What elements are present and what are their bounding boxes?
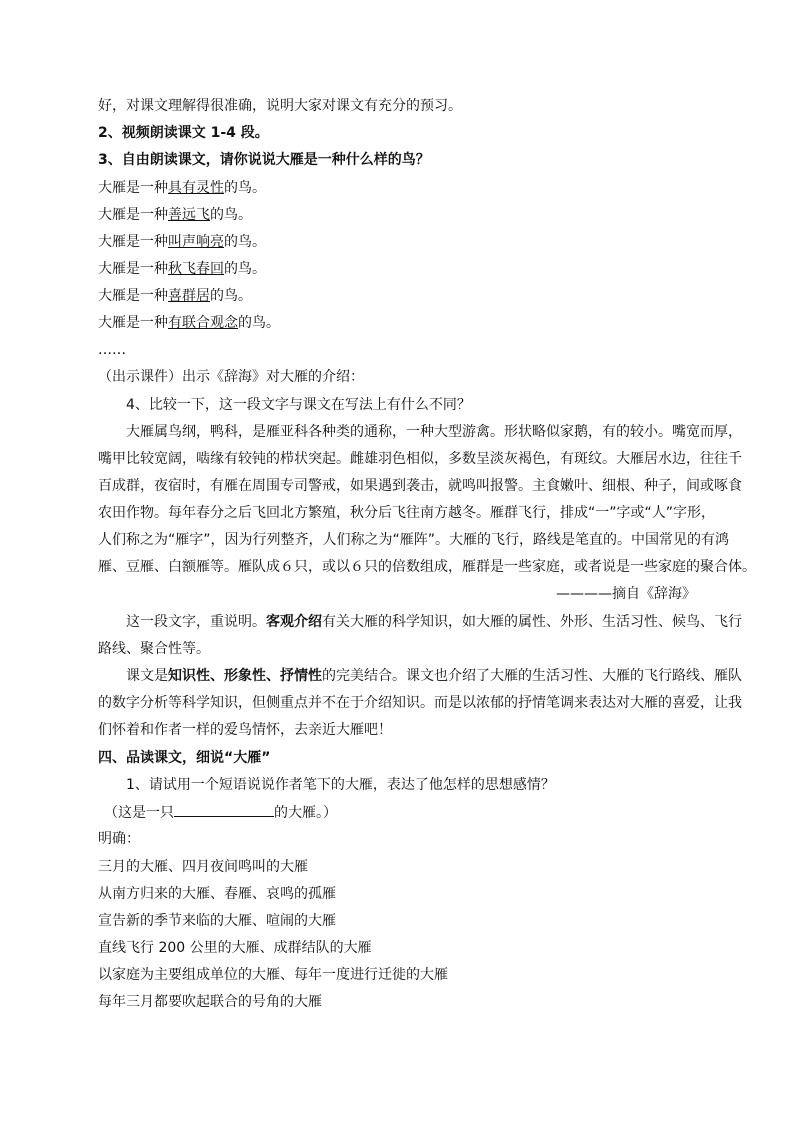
explanation-text: 课文是 [126, 668, 168, 684]
answer-keyword: 具有灵性 [168, 180, 224, 196]
ellipsis: …… [98, 342, 126, 358]
step-2: 2、视频朗读课文 1-4 段。 [98, 125, 269, 141]
mingque-label: 明确： [98, 831, 140, 847]
answer-prefix: 大雁是一种 [98, 261, 168, 277]
phrase-line: 每年三月都要吹起联合的号角的大雁 [98, 994, 322, 1010]
cihai-source: ————摘自《辞海》 [556, 586, 696, 602]
section-heading: 四、品读课文，细说“大雁” [98, 750, 271, 766]
answer-suffix: 的鸟。 [224, 234, 266, 250]
answer-line [98, 232, 266, 252]
answer-keyword: 有联合观念 [168, 315, 238, 331]
explanation-line [126, 612, 742, 632]
phrase-line: 以家庭为主要组成单位的大雁、每年一度进行迁徙的大雁 [98, 967, 448, 983]
answer-prefix: 大雁是一种 [98, 234, 168, 250]
explanation-text: 的完美结合。课文也介绍了大雁的生活习性、大雁的飞行路线、雁队 [322, 668, 742, 684]
explanation-line: 的数字分析等科学知识，但侧重点并不在于介绍知识。而是以浓郁的抒情笔调来表达对大雁的喜爱，让我 [98, 695, 742, 711]
question-4: 4、比较一下，这一段文字与课文在写法上有什么不同？ [126, 397, 471, 413]
explanation-text: 这一段文字，重说明。 [126, 614, 266, 630]
phrase-line: 宣告新的季节来临的大雁、喧闹的大雁 [98, 913, 336, 929]
explanation-keyword: 客观介绍 [266, 614, 322, 630]
answer-keyword: 善远飞 [168, 207, 210, 223]
answer-suffix: 的鸟。 [224, 180, 266, 196]
fill-suffix: 的大雁。） [274, 805, 337, 821]
fill-prefix: （这是一只 [104, 805, 174, 821]
answer-line [98, 259, 266, 279]
cihai-line: 雁、豆雁、白额雁等。雁队成６只，或以６只的倍数组成，雁群是一些家庭，或者说是一些家庭的聚合体。 [98, 559, 756, 575]
cihai-line: 人们称之为“雁字”，因为行列整齐，人们称之为“雁阵”。大雁的飞行，路线是笔直的。中国常见的有鸿 [98, 532, 730, 548]
answer-line [98, 286, 252, 306]
explanation-keyword: 知识性、形象性、抒情性 [168, 668, 322, 684]
answer-prefix: 大雁是一种 [98, 288, 168, 304]
answer-line [98, 205, 252, 225]
answer-suffix: 的鸟。 [210, 288, 252, 304]
courseware-note: （出示课件）出示《辞海》对大雁的介绍： [98, 369, 364, 385]
step-3-question: 3、自由朗读课文，请你说说大雁是一种什么样的鸟？ [98, 152, 430, 168]
answer-line [98, 178, 266, 198]
answer-suffix: 的鸟。 [224, 261, 266, 277]
cihai-line: 百成群，夜宿时，有雁在周围专司警戒，如果遇到袭击，就鸣叫报警。主食嫩叶、细根、种子，间或啄食 [98, 478, 742, 494]
answer-suffix: 的鸟。 [210, 207, 252, 223]
fill-in-blank [104, 802, 337, 823]
explanation-line: 们怀着和作者一样的爱鸟情怀，去亲近大雁吧！ [98, 722, 392, 738]
answer-keyword: 喜群居 [168, 288, 210, 304]
question-1: 1、请试用一个短语说说作者笔下的大雁，表达了他怎样的思想感情？ [126, 777, 555, 793]
answer-prefix: 大雁是一种 [98, 315, 168, 331]
answer-blank[interactable] [174, 802, 274, 817]
explanation-text: 有关大雁的科学知识，如大雁的属性、外形、生活习性、候鸟、飞行 [322, 614, 742, 630]
cihai-line: 农田作物。每年春分之后飞回北方繁殖，秋分后飞往南方越冬。雁群飞行，排成“一”字或“人”字形， [98, 505, 716, 521]
text-line: 好，对课文理解得很准确，说明大家对课文有充分的预习。 [98, 98, 462, 114]
answer-line [98, 313, 280, 333]
explanation-line: 路线、聚合性等。 [98, 641, 210, 657]
answer-suffix: 的鸟。 [238, 315, 280, 331]
answer-keyword: 秋飞春回 [168, 261, 224, 277]
answer-keyword: 叫声响亮 [168, 234, 224, 250]
phrase-line: 三月的大雁、四月夜间鸣叫的大雁 [98, 859, 308, 875]
cihai-line: 大雁属鸟纲，鸭科，是雁亚科各种类的通称，一种大型游禽。形状略似家鹅，有的较小。嘴宽而厚， [126, 424, 742, 440]
cihai-line: 嘴甲比较宽阔，啮缘有较钝的栉状突起。雌雄羽色相似，多数呈淡灰褐色，有斑纹。大雁居水边，往往千 [98, 451, 742, 467]
answer-prefix: 大雁是一种 [98, 180, 168, 196]
phrase-line: 从南方归来的大雁、春雁、哀鸣的孤雁 [98, 886, 336, 902]
explanation-line [126, 666, 742, 686]
phrase-line: 直线飞行 200 公里的大雁、成群结队的大雁 [98, 940, 372, 956]
answer-prefix: 大雁是一种 [98, 207, 168, 223]
